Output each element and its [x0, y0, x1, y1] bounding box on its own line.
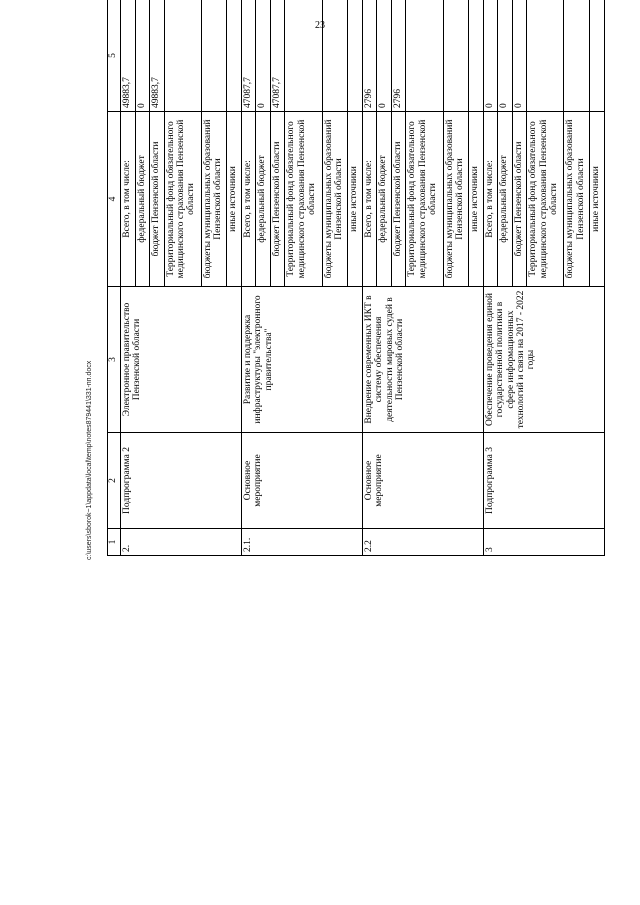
header-cell: 1	[108, 529, 121, 556]
value-2017	[527, 0, 564, 112]
table-row	[241, 0, 256, 556]
funding-source: бюджеты муниципальных образований Пензенской области	[564, 112, 590, 287]
value-2017	[469, 0, 484, 112]
funding-source: бюджет Пензенской области	[512, 112, 527, 287]
header-cell: 4	[108, 112, 121, 287]
funding-source: федеральный бюджет	[256, 112, 271, 287]
table-row	[483, 0, 498, 556]
program-name: Основное мероприятие	[241, 433, 362, 529]
row-number: 2.2	[362, 529, 483, 556]
funding-source: иные источники	[590, 112, 605, 287]
value-2017	[201, 0, 227, 112]
funding-source: Территориальный фонд обязательного медицинского страхования Пензенской области	[164, 112, 201, 287]
file-path-footer: c:\users\sborok~1\appdata\local\temp\notes879441\331-пп.docx	[86, 360, 93, 560]
budget-table	[107, 0, 605, 556]
funding-source: бюджет Пензенской области	[270, 112, 285, 287]
funding-source: Территориальный фонд обязательного медицинского страхования Пензенской области	[285, 112, 322, 287]
funding-source: бюджет Пензенской области	[150, 112, 165, 287]
program-title: Обеспечение проведения единой государственной политики в сфере информационных технологий и связи на 2017 - 2022 годы	[483, 287, 604, 433]
value-2017	[164, 0, 201, 112]
value-2017	[443, 0, 469, 112]
program-title: Внедрение современных ИКТ в систему обеспечения деятельности мировых судей в Пензенской области	[362, 287, 483, 433]
funding-source: иные источники	[227, 112, 242, 287]
budget-table-frame	[107, 53, 605, 828]
row-number: 2.	[121, 529, 242, 556]
value-2017: 0	[377, 0, 392, 112]
funding-source: Всего, в том числе:	[362, 112, 377, 287]
funding-source: федеральный бюджет	[377, 112, 392, 287]
value-2017: 2796	[362, 0, 377, 112]
funding-source: Всего, в том числе:	[121, 112, 136, 287]
value-2017: 0	[512, 0, 527, 112]
row-number: 2.1.	[241, 529, 362, 556]
funding-source: Всего, в том числе:	[483, 112, 498, 287]
table-row	[121, 0, 136, 556]
budget-table-rotated	[107, 0, 605, 556]
program-title: Электронное правительство Пензенской области	[121, 287, 242, 433]
funding-source: иные источники	[348, 112, 363, 287]
funding-source: бюджет Пензенской области	[391, 112, 406, 287]
funding-source: бюджеты муниципальных образований Пензенской области	[322, 112, 348, 287]
funding-source: бюджеты муниципальных образований Пензенской области	[443, 112, 469, 287]
value-2017	[564, 0, 590, 112]
value-2017: 0	[256, 0, 271, 112]
value-2017: 0	[135, 0, 150, 112]
page-number: 23	[315, 20, 325, 31]
value-2017	[590, 0, 605, 112]
funding-source: бюджеты муниципальных образований Пензенской области	[201, 112, 227, 287]
row-number: 3	[483, 529, 604, 556]
value-2017	[348, 0, 363, 112]
funding-source: Всего, в том числе:	[241, 112, 256, 287]
program-name: Подпрограмма 2	[121, 433, 242, 529]
value-2017	[322, 0, 348, 112]
funding-source: Территориальный фонд обязательного медицинского страхования Пензенской области	[406, 112, 443, 287]
value-2017: 0	[498, 0, 513, 112]
funding-source: иные источники	[469, 112, 484, 287]
header-row	[108, 0, 121, 556]
value-2017: 47087,7	[241, 0, 256, 112]
value-2017: 0	[483, 0, 498, 112]
program-title: Развитие и поддержка инфраструктуры "электронного правительства"	[241, 287, 362, 433]
funding-source: федеральный бюджет	[135, 112, 150, 287]
header-cell: 2	[108, 433, 121, 529]
header-cell: 5	[108, 0, 121, 112]
program-name: Основное мероприятие	[362, 433, 483, 529]
value-2017	[227, 0, 242, 112]
value-2017: 49883,7	[150, 0, 165, 112]
program-name: Подпрограмма 3	[483, 433, 604, 529]
header-cell: 3	[108, 287, 121, 433]
funding-source: федеральный бюджет	[498, 112, 513, 287]
value-2017: 49883,7	[121, 0, 136, 112]
table-row	[362, 0, 377, 556]
value-2017	[285, 0, 322, 112]
value-2017: 2796	[391, 0, 406, 112]
value-2017	[406, 0, 443, 112]
value-2017: 47087,7	[270, 0, 285, 112]
funding-source: Территориальный фонд обязательного медицинского страхования Пензенской области	[527, 112, 564, 287]
